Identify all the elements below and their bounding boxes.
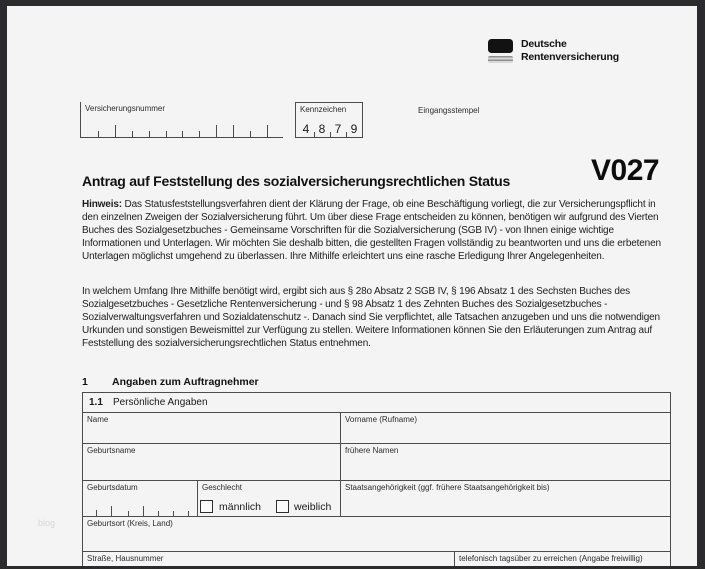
versicherungsnummer-label: Versicherungsnummer bbox=[85, 104, 166, 113]
weiblich-label: weiblich bbox=[294, 501, 332, 513]
brand-line1: Deutsche bbox=[521, 38, 567, 50]
form-page bbox=[7, 6, 697, 566]
staatsangehoerigkeit-field[interactable] bbox=[340, 481, 670, 516]
table-row bbox=[83, 413, 670, 444]
comb-tick bbox=[216, 125, 217, 137]
staatsangehoerigkeit-label: Staatsangehörigkeit (ggf. frühere Staatsangehörigkeit bis) bbox=[345, 483, 550, 492]
geschlecht-field bbox=[197, 481, 340, 516]
comb-tick bbox=[173, 511, 174, 516]
versicherungsnummer-field[interactable] bbox=[80, 102, 283, 138]
comb-tick bbox=[250, 131, 251, 137]
comb-tick bbox=[149, 131, 150, 137]
comb-tick bbox=[115, 125, 116, 137]
checkbox-weiblich[interactable] bbox=[276, 500, 289, 513]
personal-data-table bbox=[82, 413, 671, 566]
comb-tick bbox=[96, 510, 97, 516]
section-1-title: Angaben zum Auftragnehmer bbox=[112, 376, 259, 388]
drv-logo-bar-icon bbox=[488, 56, 513, 63]
section-1-1-number: 1.1 bbox=[89, 397, 103, 408]
telefon-label: telefonisch tagsüber zu erreichen (Angabe freiwillig) bbox=[459, 554, 643, 563]
fruehere-namen-field[interactable] bbox=[340, 444, 670, 480]
comb-tick bbox=[132, 131, 133, 137]
maennlich-label: männlich bbox=[219, 501, 262, 513]
table-row bbox=[83, 481, 670, 517]
geschlecht-label: Geschlecht bbox=[202, 483, 243, 492]
comb-tick bbox=[166, 131, 167, 137]
comb-tick bbox=[188, 511, 189, 516]
page-title: Antrag auf Feststellung des sozialversicherungsrechtlichen Status bbox=[82, 173, 510, 189]
hinweis-paragraph bbox=[82, 198, 669, 263]
geburtsname-label: Geburtsname bbox=[87, 446, 136, 455]
telefon-field[interactable] bbox=[454, 552, 670, 566]
comb-tick bbox=[182, 131, 183, 137]
table-row bbox=[83, 517, 670, 552]
comb-tick bbox=[158, 511, 159, 516]
geburtsname-field[interactable] bbox=[83, 444, 340, 480]
comb-tick bbox=[111, 506, 112, 516]
comb-tick bbox=[128, 511, 129, 516]
comb-tick bbox=[199, 131, 200, 137]
eingangsstempel-label: Eingangsstempel bbox=[418, 106, 480, 115]
kennzeichen-digit: 4 bbox=[302, 122, 310, 136]
comb-tick bbox=[233, 125, 234, 137]
table-row bbox=[83, 552, 670, 566]
drv-logo-icon bbox=[488, 39, 513, 53]
comb-tick bbox=[267, 125, 268, 137]
table-row bbox=[83, 444, 670, 481]
vorname-field[interactable] bbox=[340, 413, 670, 443]
checkbox-maennlich[interactable] bbox=[200, 500, 213, 513]
name-field[interactable] bbox=[83, 413, 340, 443]
form-code: V027 bbox=[591, 154, 660, 187]
kennzeichen-field[interactable] bbox=[295, 102, 363, 138]
section-1-1-title: Persönliche Angaben bbox=[113, 397, 208, 408]
strasse-label: Straße, Hausnummer bbox=[87, 554, 164, 563]
kennzeichen-label: Kennzeichen bbox=[300, 105, 347, 114]
watermark: blog bbox=[38, 518, 56, 528]
name-label: Name bbox=[87, 415, 109, 424]
section-1-number: 1 bbox=[82, 376, 88, 388]
section-1-1-header bbox=[82, 392, 671, 413]
fruehere-namen-label: frühere Namen bbox=[345, 446, 399, 455]
geburtsdatum-label: Geburtsdatum bbox=[87, 483, 138, 492]
comb-tick bbox=[98, 131, 99, 137]
vorname-label: Vorname (Rufname) bbox=[345, 415, 418, 424]
hinweis-text: Das Statusfeststellungsverfahren dient der Klärung der Frage, ob eine Beschäftigung vorliegt, die zur Versicherungspflicht in den einzelnen Zweigen der Sozialversicherung führt. Um über diese Frage entscheiden zu können, benötigen wir aufgrund des Vierten Buches des Sozialgesetzbuches - Gemeinsame Vorschriften für die Sozialversicherung (SGB IV) - von Ihnen einige wichtige Informationen und Unterlagen. Wir möchten Sie deshalb bitten, die gestellten Fragen vollständig zu beantworten und uns die erbetenen Unterlagen möglichst umgehend zu überlassen. Ihre Mithilfe erleichtert uns eine rasche Erledigung Ihrer Angelegenheiten. bbox=[82, 199, 661, 262]
geburtsort-label: Geburtsort (Kreis, Land) bbox=[87, 519, 173, 528]
brand-name bbox=[521, 38, 619, 63]
strasse-field[interactable] bbox=[83, 552, 454, 566]
legal-paragraph: In welchem Umfang Ihre Mithilfe benötigt wird, ergibt sich aus § 28o Absatz 2 SGB IV, § 196 Absatz 1 des Sechsten Buches des Sozialgesetzbuches - Gesetzliche Rentenversicherung - und § 98 Absatz 1 des Zehnten Buches des Sozialgesetzbuches - Sozialverwaltungsverfahren und Sozialdatenschutz -. Danach sind Sie verpflichtet, alle Tatsachen anzugeben und uns die notwendigen Urkunden und sonstigen Beweismittel zur Verfügung zu stellen. Weitere Informationen können Sie den Erläuterungen zum Antrag auf Feststellung des sozialversicherungsrechtlichen Status entnehmen. bbox=[82, 286, 660, 349]
kennzeichen-digit: 9 bbox=[346, 122, 362, 137]
geburtsort-field[interactable] bbox=[83, 517, 670, 551]
section-1-heading bbox=[82, 376, 671, 388]
geburtsdatum-field[interactable] bbox=[83, 481, 197, 516]
kennzeichen-digits bbox=[298, 122, 362, 137]
comb-tick bbox=[143, 506, 144, 516]
hinweis-label: Hinweis: bbox=[82, 199, 122, 210]
brand-line2: Rentenversicherung bbox=[521, 50, 619, 63]
kennzeichen-digit: 7 bbox=[330, 122, 346, 137]
kennzeichen-digit: 8 bbox=[314, 122, 330, 137]
